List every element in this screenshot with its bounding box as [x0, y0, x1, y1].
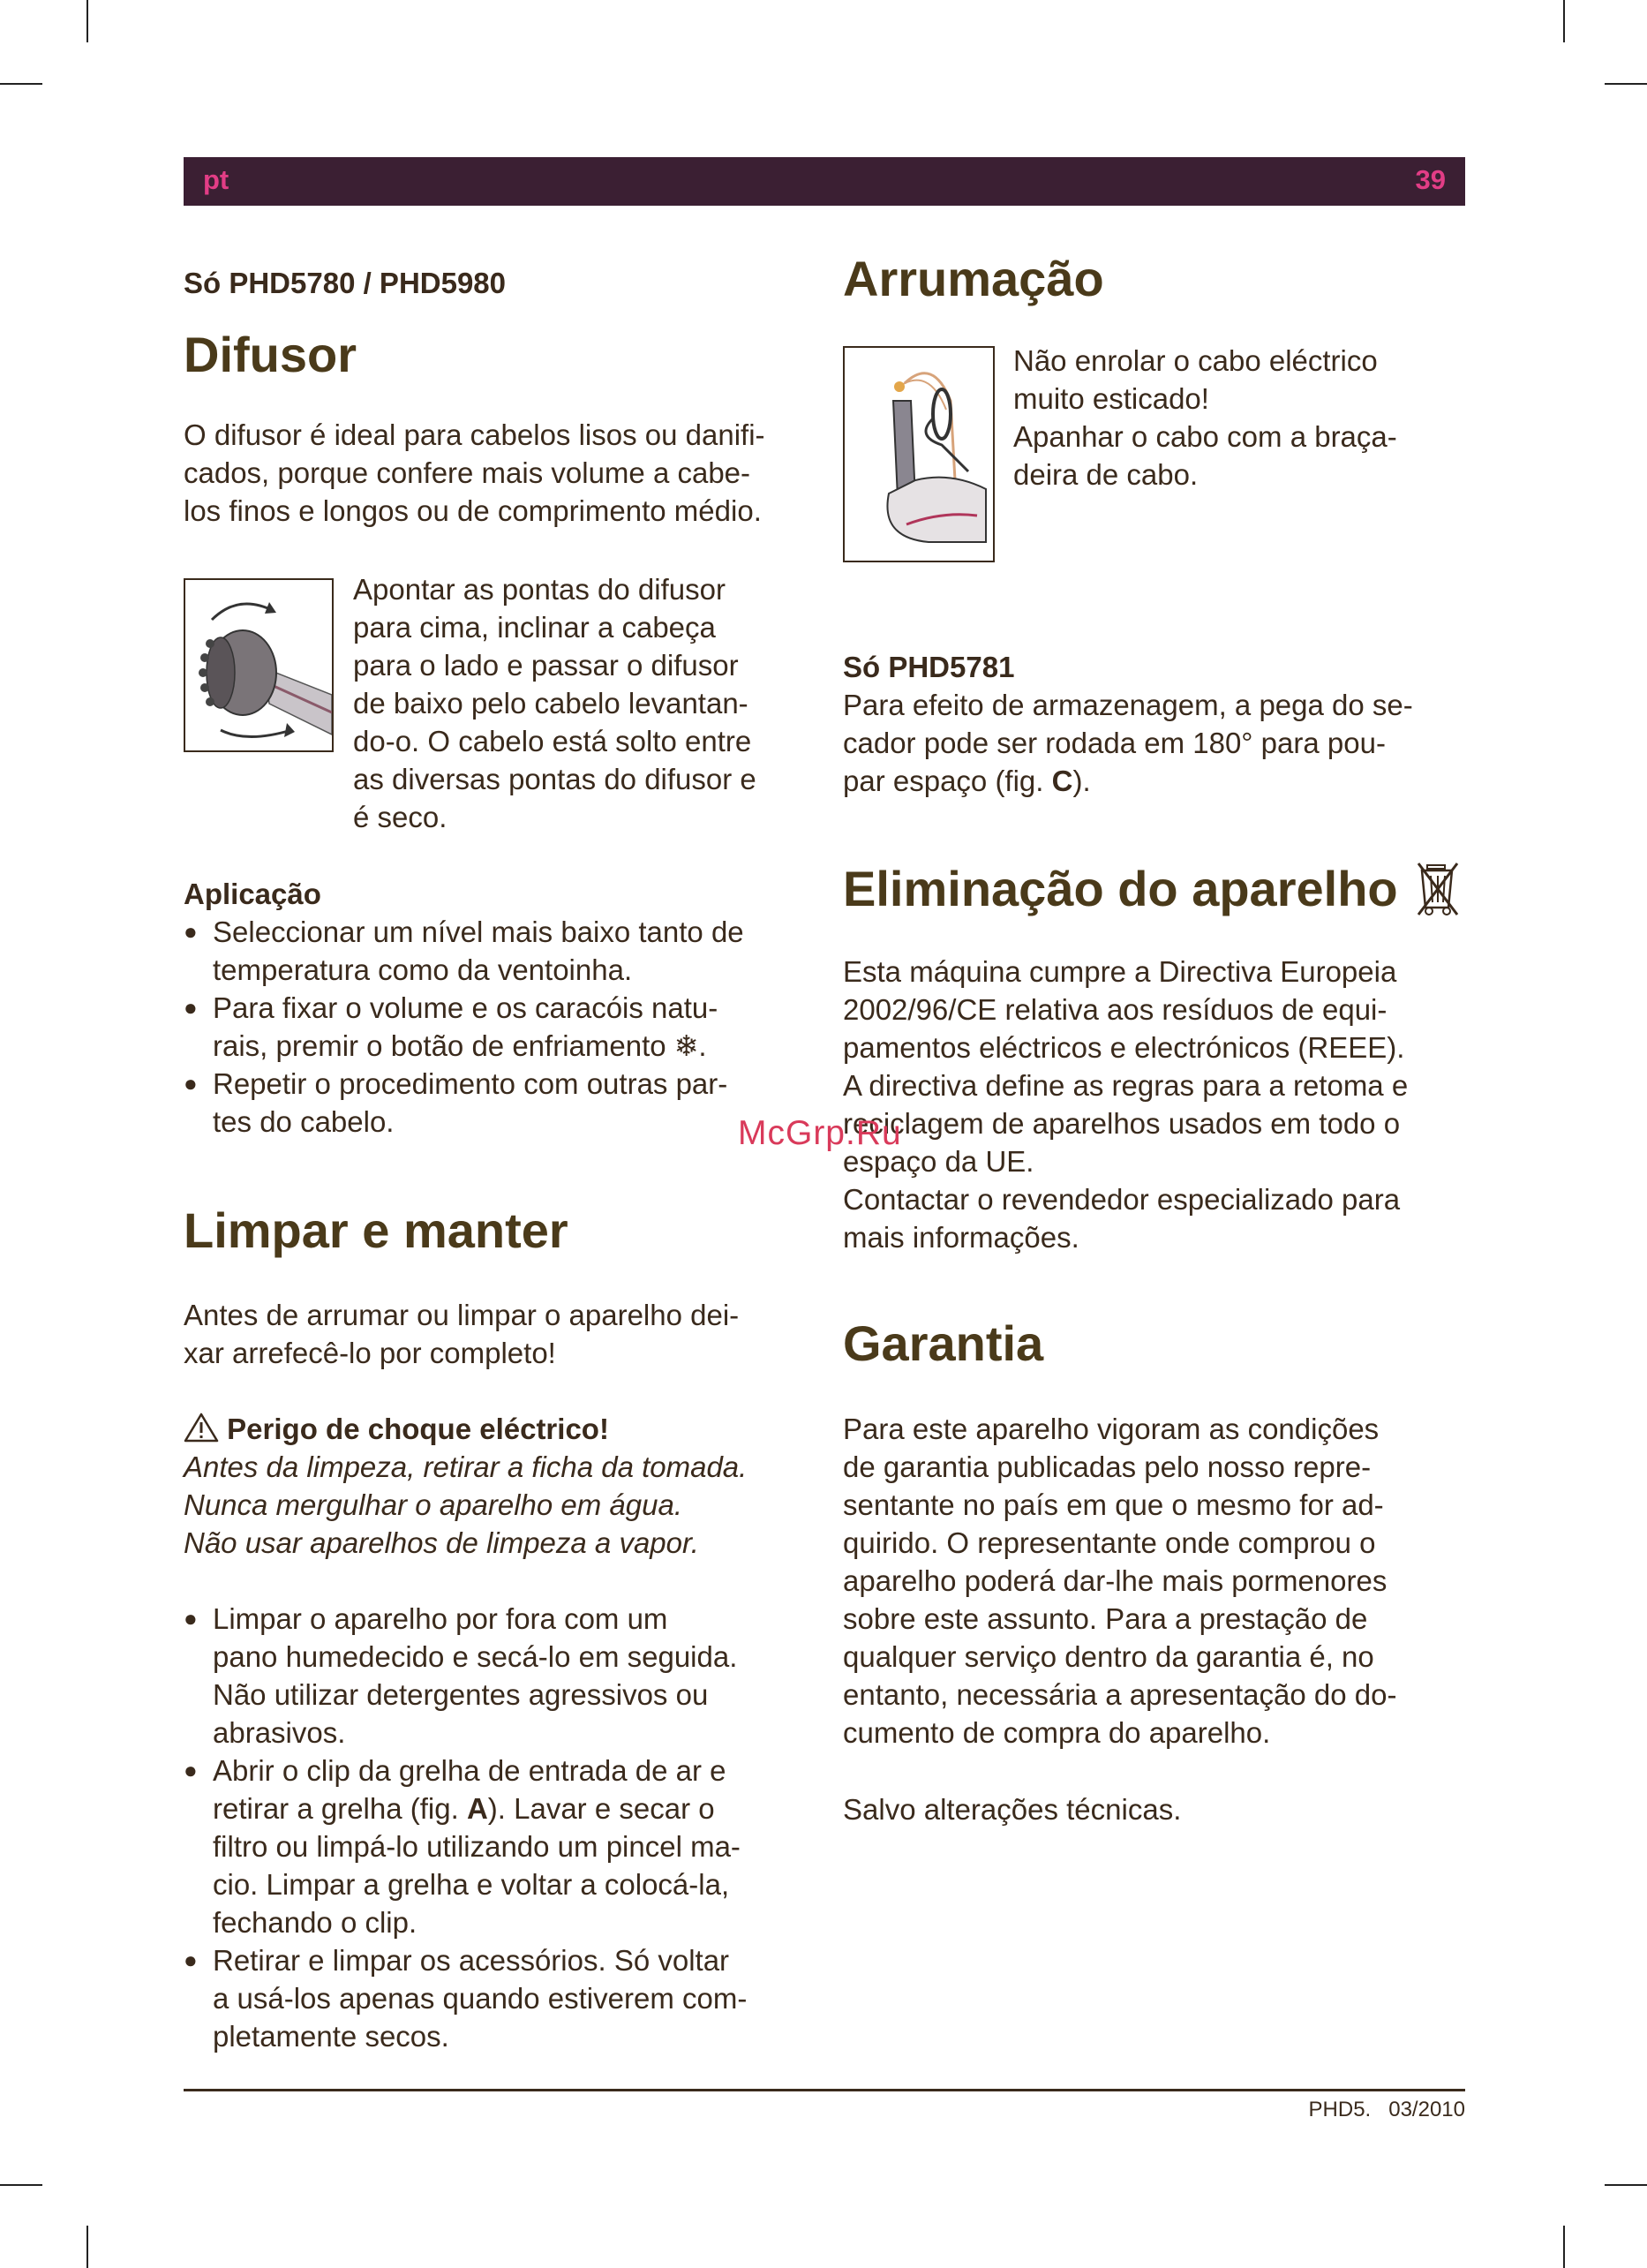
text-line: Contactar o revendedor especializado para: [843, 1183, 1401, 1216]
page-number: 39: [1415, 164, 1446, 195]
disposal-title: Eliminação do aparelho: [843, 861, 1398, 916]
storage-model: Só PHD5781: [843, 651, 1015, 683]
page-footer: [1309, 2098, 1465, 2122]
text-line: Esta máquina cumpre a Directiva Europeia: [843, 955, 1397, 988]
disposal-text: [843, 953, 1408, 1256]
application-title: Aplicação: [184, 878, 321, 910]
text-line: do-o. O cabelo está solto entre: [353, 725, 752, 757]
text-line: Apontar as pontas do difusor: [353, 573, 726, 606]
crop-mark: [0, 2184, 42, 2186]
text-line: los finos e longos ou de comprimento médio.: [184, 494, 762, 527]
text-line: Não enrolar o cabo eléctrico: [1013, 344, 1378, 377]
crop-mark: [1563, 0, 1565, 42]
text-line: Para este aparelho vigoram as condições: [843, 1413, 1380, 1445]
text-line: entanto, necessária a apresentação do do-: [843, 1678, 1397, 1711]
text-line: A directiva define as regras para a retoma e: [843, 1069, 1409, 1102]
diffuser-steps: [353, 570, 756, 836]
clean-intro: [184, 1296, 739, 1372]
text-line: cumento de compra do aparelho.: [843, 1716, 1271, 1749]
watermark: McGrp.Ru: [738, 1114, 902, 1152]
disposal-heading: [843, 860, 1461, 918]
crop-mark: [86, 2226, 88, 2268]
text-line: xar arrefecê-lo por completo!: [184, 1337, 556, 1369]
text-line: Antes de arrumar ou limpar o aparelho dei-: [184, 1299, 740, 1331]
warning-icon: [184, 1413, 219, 1443]
text-line: sobre este assunto. Para a prestação de: [843, 1602, 1368, 1635]
storage-title: Arrumação: [843, 251, 1104, 306]
danger-text: [184, 1448, 747, 1562]
clean-list: [184, 1600, 810, 2055]
diffuser-figure: [184, 578, 334, 752]
text-line: espaço da UE.: [843, 1145, 1034, 1178]
list-item: ● Para fixar o volume e os caracóis natu- rais, premir o botão de enfriamento ❄.: [184, 989, 801, 1065]
crop-mark: [1605, 83, 1647, 85]
danger-title: Perigo de choque eléctrico!: [227, 1413, 609, 1445]
text-line: para o lado e passar o difusor: [353, 649, 739, 682]
text-line: quirido. O representante onde comprou o: [843, 1526, 1376, 1559]
list-item: ● Seleccionar um nível mais baixo tanto de temperatura como da ventoinha.: [184, 913, 801, 989]
text-line: par espaço (fig. C).: [843, 765, 1091, 797]
footer-model: PHD5.: [1308, 2098, 1372, 2121]
clean-title: Limpar e manter: [184, 1202, 568, 1258]
text-line: Nunca mergulhar o aparelho em água.: [184, 1488, 683, 1521]
crop-mark: [1605, 2184, 1647, 2186]
diffuser-intro: [184, 416, 765, 530]
diffuser-title: Difusor: [184, 327, 357, 382]
technical-note: Salvo alterações técnicas.: [843, 1793, 1182, 1826]
page-header: [184, 157, 1465, 206]
text-line: é seco.: [353, 801, 447, 833]
storage-figure: [843, 346, 995, 562]
text-line: cados, porque confere mais volume a cabe-: [184, 456, 751, 489]
text-line: para cima, inclinar a cabeça: [353, 611, 716, 644]
list-item: ● Repetir o procedimento com outras par- tes do cabelo.: [184, 1065, 801, 1141]
text-line: reciclagem de aparelhos usados em todo o: [843, 1107, 1401, 1140]
text-line: qualquer serviço dentro da garantia é, no: [843, 1640, 1374, 1673]
storage-model-text: [843, 686, 1413, 800]
text-line: de garantia publicadas pelo nosso repre-: [843, 1450, 1372, 1483]
diffuser-illustration: [185, 580, 332, 750]
list-item: ● Abrir o clip da grelha de entrada de ar e retirar a grelha (fig. A). Lavar e secar o filtro ou limpá-lo utilizando um pincel ma- cio. Limpar a grelha e voltar a colocá-la, fechando o clip.: [184, 1752, 810, 1941]
footer-date: 03/2010: [1388, 2098, 1465, 2121]
application-list: [184, 913, 801, 1141]
text-line: Antes da limpeza, retirar a ficha da tomada.: [184, 1450, 748, 1483]
list-item: ● Retirar e limpar os acessórios. Só voltar a usá-los apenas quando estiverem com- pletamente secos.: [184, 1941, 810, 2055]
hairdryer-cord-illustration: [845, 348, 993, 561]
crop-mark: [1563, 2226, 1565, 2268]
warranty-text: [843, 1410, 1396, 1752]
figure-ref: C: [1051, 765, 1073, 797]
danger-heading: [184, 1410, 609, 1448]
text-line: cador pode ser rodada em 180° para pou-: [843, 727, 1386, 759]
weee-bin-icon: [1417, 860, 1461, 918]
text-line: mais informações.: [843, 1221, 1079, 1254]
crop-mark: [0, 83, 42, 85]
text-line: de baixo pelo cabelo levantan-: [353, 687, 748, 720]
language-code: pt: [203, 164, 229, 195]
text-line: Apanhar o cabo com a braça-: [1013, 420, 1397, 453]
text-line: aparelho poderá dar-lhe mais pormenores: [843, 1564, 1388, 1597]
storage-text: [1013, 342, 1397, 494]
text-line: 2002/96/CE relativa aos resíduos de equi-: [843, 993, 1388, 1026]
list-item: ● Limpar o aparelho por fora com um pano humedecido e secá-lo em seguida. Não utilizar detergentes agressivos ou abrasivos.: [184, 1600, 810, 1752]
text-line: Não usar aparelhos de limpeza a vapor.: [184, 1526, 699, 1559]
text-line: O difusor é ideal para cabelos lisos ou danifi-: [184, 418, 765, 451]
text-line: sentante no país em que o mesmo for ad-: [843, 1488, 1384, 1521]
footer-rule: [184, 2089, 1465, 2091]
text-line: as diversas pontas do difusor e: [353, 763, 756, 795]
model-note: Só PHD5780 / PHD5980: [184, 267, 507, 299]
warranty-title: Garantia: [843, 1315, 1044, 1371]
text-line: Para efeito de armazenagem, a pega do se-: [843, 689, 1413, 721]
text-line: deira de cabo.: [1013, 458, 1199, 491]
crop-mark: [86, 0, 88, 42]
text-line: muito esticado!: [1013, 382, 1209, 415]
figure-ref: A: [466, 1792, 488, 1825]
text-line: pamentos eléctricos e electrónicos (REEE).: [843, 1031, 1405, 1064]
